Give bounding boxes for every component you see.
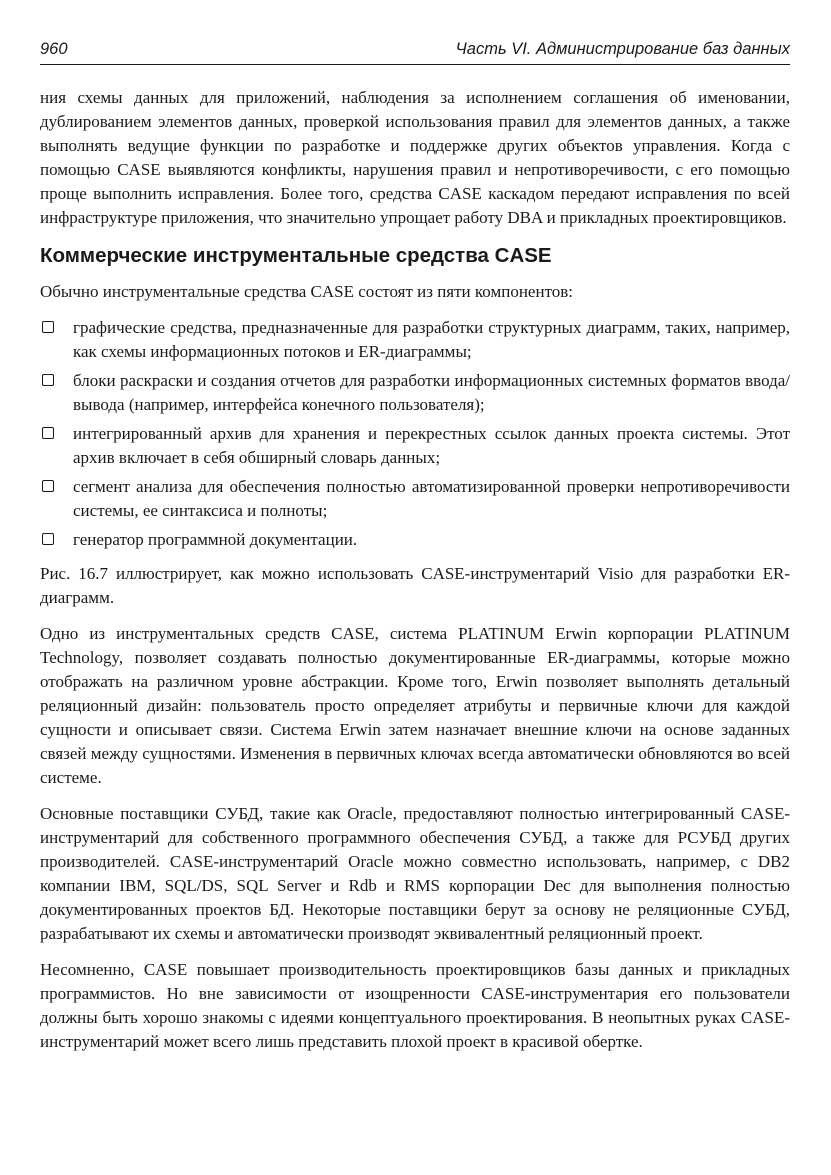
checkbox-bullet-icon [42,427,54,439]
component-list [40,316,790,552]
list-item [40,369,790,417]
checkbox-bullet-icon [42,533,54,545]
running-title: Часть VI. Администрирование баз данных [455,40,790,58]
list-item [40,422,790,470]
section-lead: Обычно инструментальные средства CASE состоят из пяти компонентов: [40,282,574,301]
checkbox-bullet-icon [42,321,54,333]
list-item [40,528,790,552]
list-item-text: интегрированный архив для хранения и перекрестных ссылок данных проекта системы. Этот архив включает в себя обширный словарь данных; [73,424,790,467]
body-paragraph: Одно из инструментальных средств CASE, система PLATINUM Erwin корпорации PLATINUM Technology, позволяет создавать полностью документированные ER-диаграммы, которые можно отображать на различном уровне абстракции. Кроме того, Erwin позволяет выполнять детальный реляционный дизайн: пользователь просто определяет атрибуты и первичные ключи для каждой сущности и описывает связи. Система Erwin затем назначает внешние ключи на основе заданных связей между сущностями. Изменения в первичных ключах всегда автоматически обновляются во всей системе. [40,624,790,787]
body-paragraph: Рис. 16.7 иллюстрирует, как можно использовать CASE-инструментарий Visio для разработки ER-диаграмм. [40,564,790,607]
checkbox-bullet-icon [42,480,54,492]
section-heading: Коммерческие инструментальные средства CASE [40,244,552,267]
page-header [40,38,790,65]
page-number: 960 [40,40,68,58]
checkbox-bullet-icon [42,374,54,386]
list-item-text: блоки раскраски и создания отчетов для разработки информационных системных форматов ввода/вывода (например, интерфейса конечного пользователя); [73,371,790,414]
list-item-text: сегмент анализа для обеспечения полностью автоматизированной проверки непротиворечивости системы, ее синтаксиса и полноты; [73,477,790,520]
list-item [40,475,790,523]
list-item-text: генератор программной документации. [73,530,358,549]
page-body [40,86,790,1066]
intro-paragraph: ния схемы данных для приложений, наблюдения за исполнением соглашения об именовании, дублированием элементов данных, проверкой использования правил для элементов данных, а также выполнять ведущие функции по разработке и поддержке других объектов управления. Когда с помощью CASE выявляются конфликты, нарушения правил и непротиворечивости, с его помощью проще выполнить исправления. Более того, средства CASE каскадом передают исправления по всей инфраструктуре приложения, что значительно упрощает работу DBA и прикладных проектировщиков. [40,88,790,227]
body-paragraph: Основные поставщики СУБД, такие как Oracle, предоставляют полностью интегрированный CASE-инструментарий для собственного программного обеспечения СУБД, а также для РСУБД других производителей. CASE-инструментарий Oracle можно совместно использовать, например, с DB2 компании IBM, SQL/DS, SQL Server и Rdb и RMS корпорации Dec для выполнения полностью документированных проектов БД. Некоторые поставщики берут за основу не реляционные СУБД, разрабатывают их схемы и автоматически производят эквивалентный реляционный проект. [40,804,790,943]
list-item [40,316,790,364]
list-item-text: графические средства, предназначенные для разработки структурных диаграмм, таких, например, как схемы информационных потоков и ER-диаграммы; [73,318,790,361]
body-paragraph: Несомненно, CASE повышает производительность проектировщиков базы данных и прикладных программистов. Но вне зависимости от изощренности CASE-инструментария его пользователи должны быть хорошо знакомы с идеями концептуального проектирования. В неопытных руках CASE-инструментарий может всего лишь представить плохой проект в красивой обертке. [40,960,790,1051]
